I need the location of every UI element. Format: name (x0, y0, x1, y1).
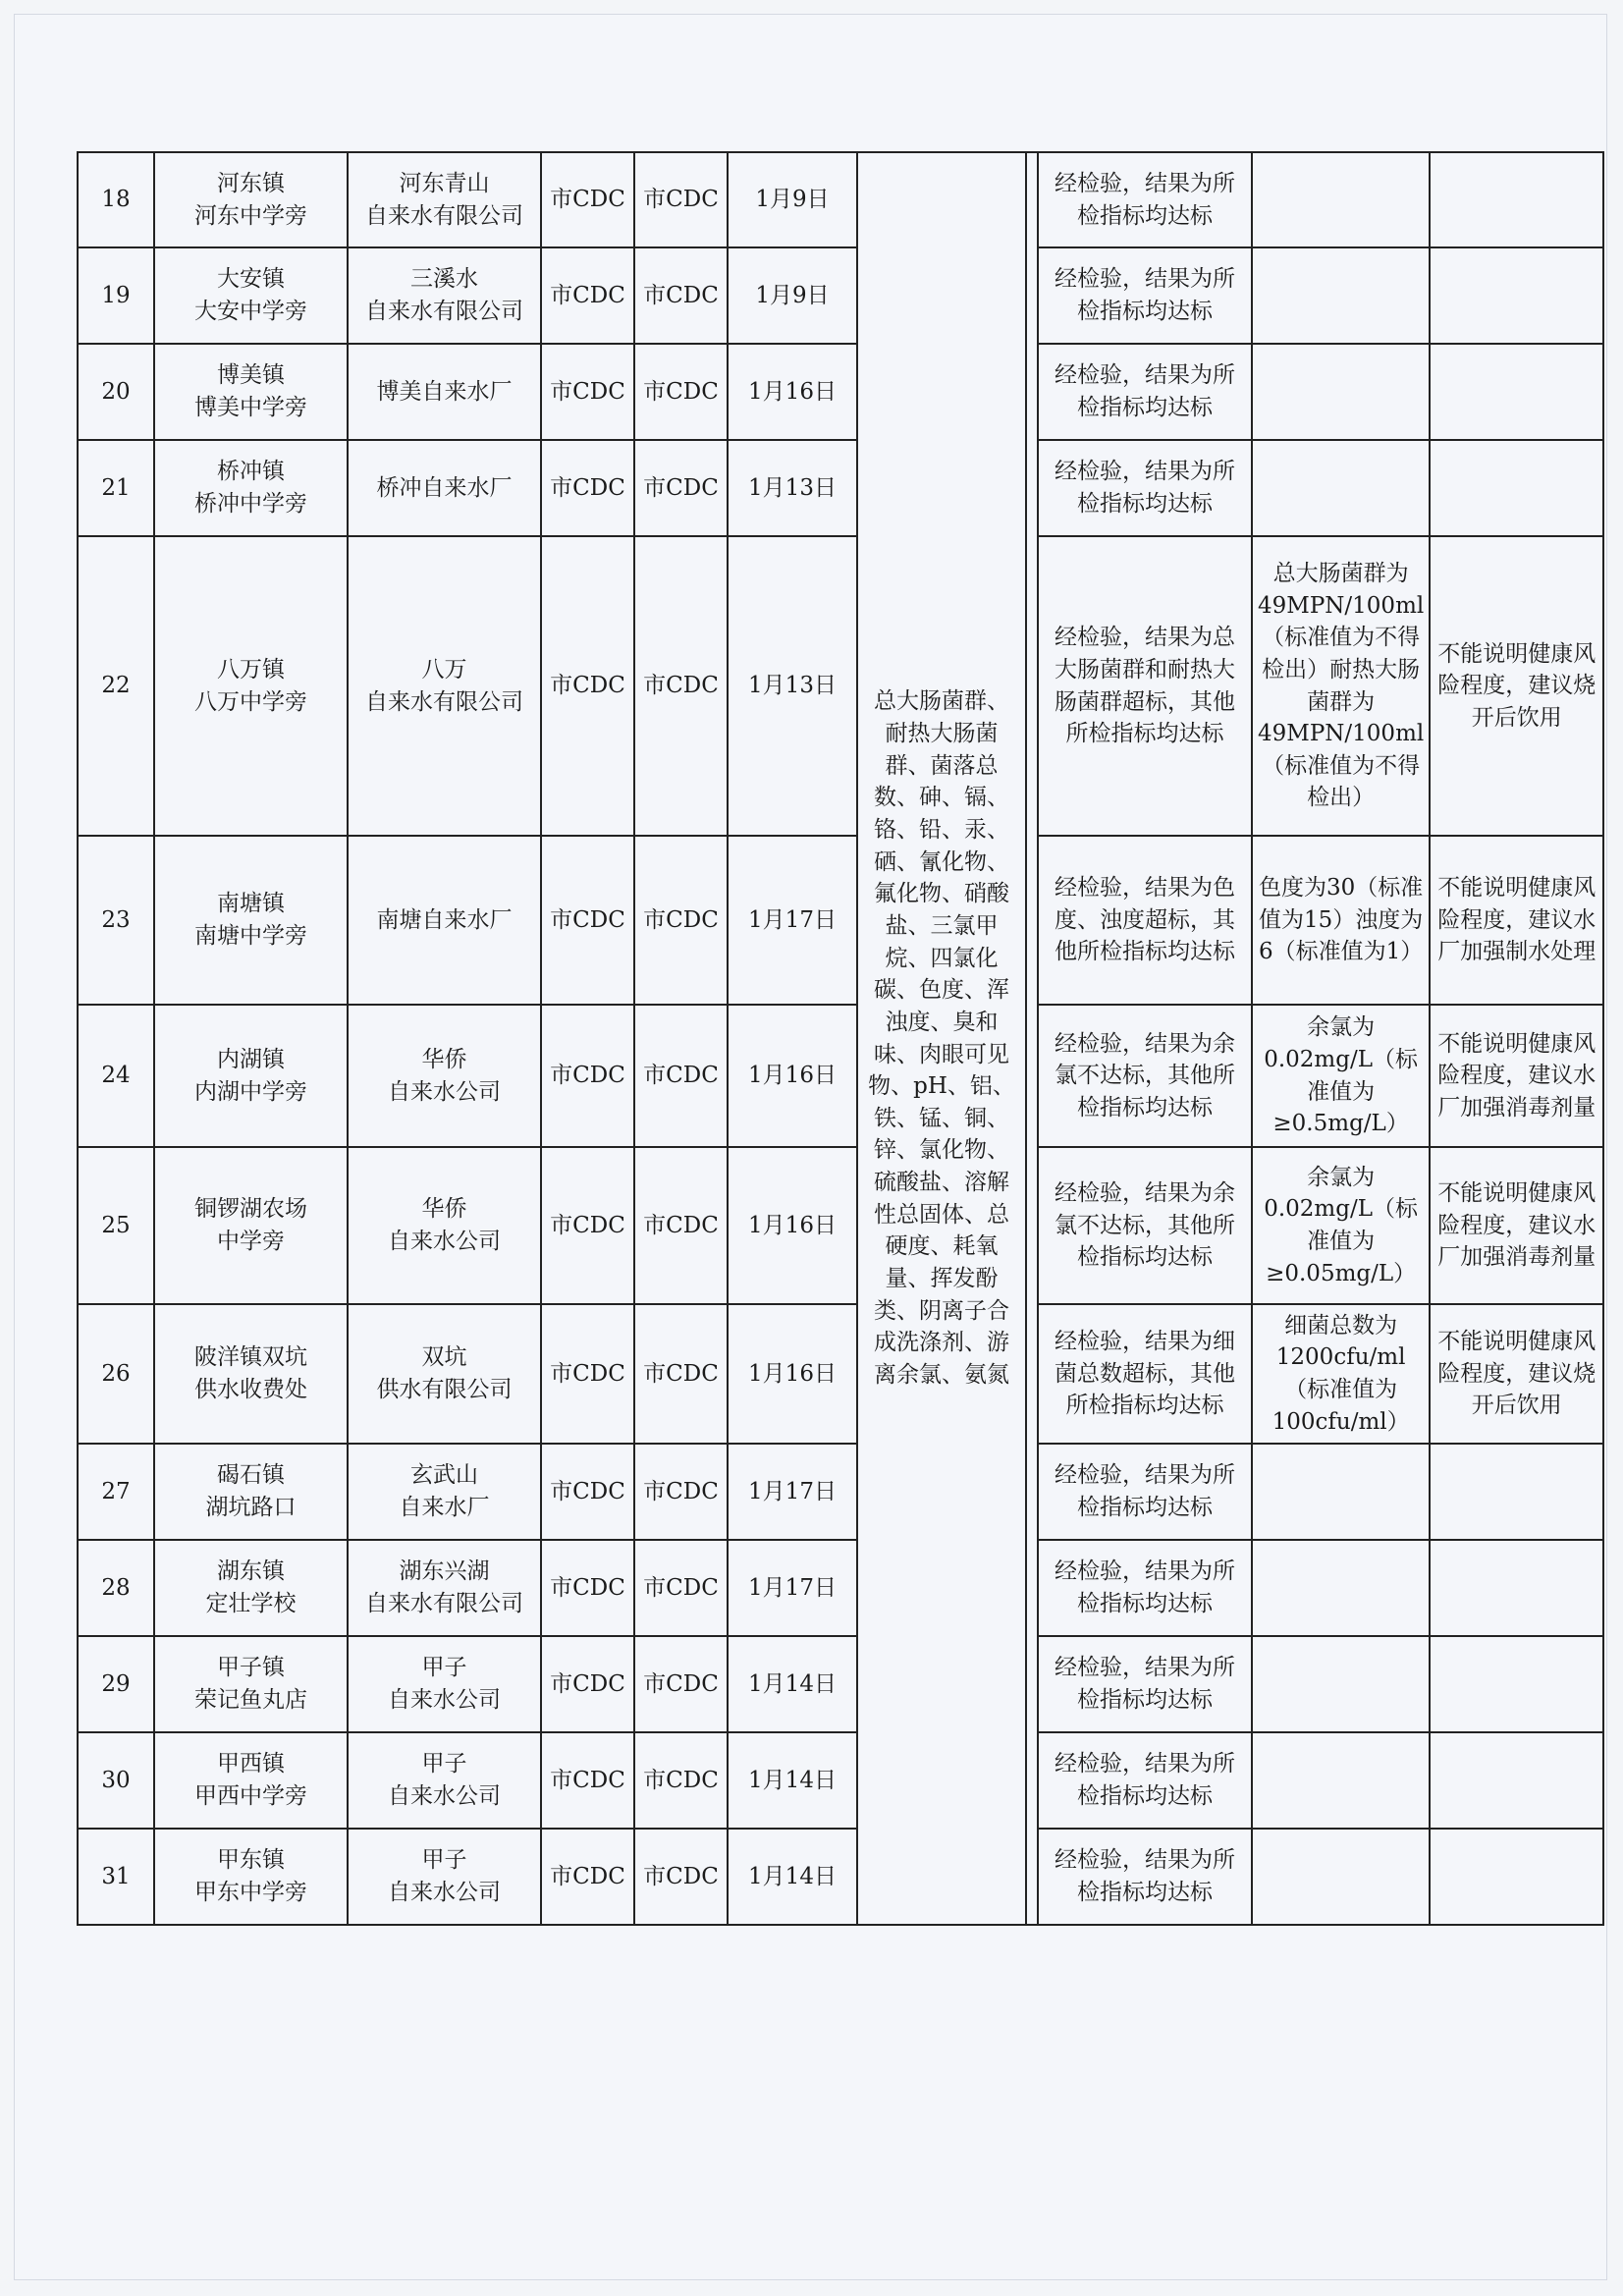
sampling-location (154, 344, 348, 440)
health-advice: 不能说明健康风险程度，建议水厂加强消毒剂量 (1430, 1005, 1603, 1147)
testing-unit: 市CDC (634, 1304, 728, 1444)
testing-unit: 市CDC (634, 1444, 728, 1540)
water-supplier-line: 华侨 (421, 1046, 467, 1072)
exceeding-indicator (1252, 440, 1430, 536)
sampling-date: 1月16日 (728, 1005, 857, 1147)
sampling-unit: 市CDC (541, 1005, 634, 1147)
sampling-location-line: 大安中学旁 (194, 299, 307, 324)
sampling-location-line: 博美镇 (217, 362, 285, 389)
health-advice (1430, 1540, 1603, 1636)
water-supplier-line: 华侨 (421, 1196, 467, 1223)
row-number: 25 (78, 1147, 154, 1304)
health-advice (1430, 344, 1603, 440)
water-supplier-line: 桥冲自来水厂 (376, 474, 513, 501)
testing-unit: 市CDC (634, 536, 728, 836)
row-number: 20 (78, 344, 154, 440)
test-conclusion: 经检验，结果为细菌总数超标，其他所检指标均达标 (1038, 1304, 1252, 1444)
sampling-location-line: 南塘中学旁 (194, 923, 307, 949)
sampling-location-line: 河东镇 (217, 170, 285, 196)
sampling-unit: 市CDC (541, 536, 634, 836)
test-conclusion: 经检验，结果为所检指标均达标 (1038, 344, 1252, 440)
water-supplier (348, 1636, 541, 1732)
row-number: 31 (78, 1829, 154, 1925)
water-supplier-line: 玄武山 (410, 1462, 478, 1489)
water-supplier-line: 湖东兴湖 (399, 1558, 490, 1585)
document-page (14, 14, 1607, 2280)
sampling-date: 1月17日 (728, 1540, 857, 1636)
sampling-date: 1月9日 (728, 152, 857, 247)
table-row (78, 1304, 1603, 1444)
water-supplier-line: 自来水公司 (388, 1078, 501, 1105)
test-conclusion: 经检验，结果为所检指标均达标 (1038, 1829, 1252, 1925)
sampling-date: 1月14日 (728, 1829, 857, 1925)
water-supplier (348, 1147, 541, 1304)
water-supplier (348, 1829, 541, 1925)
water-supplier-line: 三溪水 (410, 266, 478, 293)
sampling-unit: 市CDC (541, 344, 634, 440)
sampling-location (154, 1540, 348, 1636)
water-supplier-line: 自来水公司 (388, 1687, 501, 1713)
water-supplier (348, 536, 541, 836)
table-row (78, 1444, 1603, 1540)
sampling-location-line: 甲东镇 (217, 1847, 285, 1874)
sampling-date: 1月17日 (728, 836, 857, 1005)
sampling-date: 1月14日 (728, 1732, 857, 1829)
exceeding-indicator: 总大肠菌群为49MPN/100ml（标准值为不得检出）耐热大肠菌群为49MPN/100ml（标准值为不得检出） (1252, 536, 1430, 836)
sampling-date: 1月16日 (728, 1147, 857, 1304)
row-number: 24 (78, 1005, 154, 1147)
exceeding-indicator (1252, 344, 1430, 440)
sampling-date: 1月16日 (728, 344, 857, 440)
sampling-location (154, 152, 348, 247)
exceeding-indicator: 细菌总数为1200cfu/ml（标准值为100cfu/ml） (1252, 1304, 1430, 1444)
table-row (78, 247, 1603, 344)
sampling-date: 1月16日 (728, 1304, 857, 1444)
row-number: 30 (78, 1732, 154, 1829)
sampling-location-line: 八万中学旁 (194, 688, 307, 715)
health-advice: 不能说明健康风险程度，建议烧开后饮用 (1430, 1304, 1603, 1444)
test-conclusion: 经检验，结果为总大肠菌群和耐热大肠菌群超标，其他所检指标均达标 (1038, 536, 1252, 836)
water-supplier-line: 自来水公司 (388, 1880, 501, 1905)
table-body (78, 152, 1603, 1925)
water-supplier-line: 自来水有限公司 (365, 1591, 523, 1616)
table-row (78, 1540, 1603, 1636)
exceeding-indicator (1252, 1829, 1430, 1925)
water-supplier (348, 1005, 541, 1147)
water-supplier-line: 自来水有限公司 (365, 299, 523, 324)
sampling-date: 1月17日 (728, 1444, 857, 1540)
water-supplier-line: 八万 (421, 656, 467, 683)
sampling-location-line: 湖坑路口 (205, 1495, 297, 1520)
test-conclusion: 经检验，结果为所检指标均达标 (1038, 1444, 1252, 1540)
sampling-unit: 市CDC (541, 1304, 634, 1444)
testing-unit: 市CDC (634, 1829, 728, 1925)
sampling-unit: 市CDC (541, 1636, 634, 1732)
sampling-date: 1月13日 (728, 536, 857, 836)
sampling-location (154, 536, 348, 836)
sampling-unit: 市CDC (541, 1444, 634, 1540)
sampling-date: 1月9日 (728, 247, 857, 344)
sampling-location-line: 碣石镇 (217, 1462, 285, 1489)
sampling-location-line: 甲子镇 (217, 1655, 285, 1681)
table-row (78, 344, 1603, 440)
testing-unit: 市CDC (634, 344, 728, 440)
table-row (78, 1147, 1603, 1304)
sampling-unit: 市CDC (541, 247, 634, 344)
sampling-location-line: 中学旁 (217, 1229, 285, 1254)
sampling-date: 1月14日 (728, 1636, 857, 1732)
water-supplier-line: 双坑 (421, 1344, 467, 1371)
water-supplier (348, 440, 541, 536)
sampling-location-line: 桥冲中学旁 (194, 491, 307, 517)
testing-unit: 市CDC (634, 1732, 728, 1829)
sampling-location-line: 甲西中学旁 (194, 1783, 307, 1809)
test-conclusion: 经检验，结果为所检指标均达标 (1038, 152, 1252, 247)
health-advice (1430, 152, 1603, 247)
sampling-location (154, 1444, 348, 1540)
water-supplier (348, 247, 541, 344)
sampling-location (154, 1005, 348, 1147)
exceeding-indicator: 余氯为0.02mg/L（标准值为≥0.05mg/L） (1252, 1147, 1430, 1304)
testing-unit: 市CDC (634, 247, 728, 344)
table-row (78, 1005, 1603, 1147)
row-number: 23 (78, 836, 154, 1005)
sampling-location (154, 1636, 348, 1732)
test-conclusion: 经检验，结果为所检指标均达标 (1038, 1732, 1252, 1829)
water-supplier-line: 自来水有限公司 (365, 202, 523, 229)
health-advice (1430, 1636, 1603, 1732)
exceeding-indicator (1252, 1732, 1430, 1829)
health-advice: 不能说明健康风险程度，建议水厂加强制水处理 (1430, 836, 1603, 1005)
water-supplier-line: 河东青山 (399, 170, 490, 196)
sampling-date: 1月13日 (728, 440, 857, 536)
water-supplier (348, 344, 541, 440)
health-advice: 不能说明健康风险程度，建议水厂加强消毒剂量 (1430, 1147, 1603, 1304)
exceeding-indicator (1252, 1636, 1430, 1732)
sampling-location-line: 河东中学旁 (194, 202, 307, 229)
sampling-location-line: 甲西镇 (217, 1751, 285, 1777)
test-conclusion: 经检验，结果为余氯不达标，其他所检指标均达标 (1038, 1147, 1252, 1304)
sampling-location-line: 铜锣湖农场 (194, 1196, 307, 1223)
water-supplier (348, 1444, 541, 1540)
row-number: 27 (78, 1444, 154, 1540)
sampling-location (154, 1829, 348, 1925)
exceeding-indicator (1252, 152, 1430, 247)
sampling-unit: 市CDC (541, 440, 634, 536)
test-conclusion: 经检验，结果为色度、浊度超标，其他所检指标均达标 (1038, 836, 1252, 1005)
row-number: 18 (78, 152, 154, 247)
sampling-location (154, 836, 348, 1005)
testing-unit: 市CDC (634, 1636, 728, 1732)
exceeding-indicator (1252, 1540, 1430, 1636)
health-advice (1430, 1444, 1603, 1540)
testing-unit: 市CDC (634, 440, 728, 536)
exceeding-indicator (1252, 1444, 1430, 1540)
row-number: 19 (78, 247, 154, 344)
health-advice (1430, 1732, 1603, 1829)
sampling-location-line: 荣记鱼丸店 (194, 1687, 307, 1713)
water-supplier-line: 自来水厂 (399, 1495, 490, 1520)
water-supplier (348, 1540, 541, 1636)
water-quality-table (77, 151, 1604, 1926)
row-number: 22 (78, 536, 154, 836)
sampling-location-line: 定壮学校 (205, 1591, 297, 1616)
table-row (78, 152, 1603, 247)
water-supplier (348, 836, 541, 1005)
exceeding-indicator: 余氯为0.02mg/L（标准值为≥0.5mg/L） (1252, 1005, 1430, 1147)
sampling-location-line: 供水收费处 (194, 1377, 307, 1402)
test-conclusion: 经检验，结果为所检指标均达标 (1038, 1540, 1252, 1636)
table-row (78, 1829, 1603, 1925)
table-row (78, 1732, 1603, 1829)
water-supplier-line: 自来水公司 (388, 1229, 501, 1254)
table-row (78, 536, 1603, 836)
water-supplier (348, 1732, 541, 1829)
test-conclusion: 经检验，结果为所检指标均达标 (1038, 1636, 1252, 1732)
sampling-location (154, 1304, 348, 1444)
row-number: 26 (78, 1304, 154, 1444)
sampling-unit: 市CDC (541, 836, 634, 1005)
sampling-location-line: 南塘镇 (217, 891, 285, 917)
row-number: 29 (78, 1636, 154, 1732)
water-supplier (348, 1304, 541, 1444)
sampling-location-line: 大安镇 (217, 266, 285, 293)
testing-unit: 市CDC (634, 836, 728, 1005)
testing-unit: 市CDC (634, 1147, 728, 1304)
row-number: 28 (78, 1540, 154, 1636)
sampling-location-line: 博美中学旁 (194, 395, 307, 420)
column-gap (1026, 152, 1038, 1925)
test-conclusion: 经检验，结果为余氯不达标，其他所检指标均达标 (1038, 1005, 1252, 1147)
health-advice (1430, 440, 1603, 536)
water-supplier-line: 自来水公司 (388, 1783, 501, 1809)
detection-items: 总大肠菌群、耐热大肠菌群、菌落总数、砷、镉、铬、铅、汞、硒、氰化物、氟化物、硝酸盐、三氯甲烷、四氯化碳、色度、浑浊度、臭和味、肉眼可见物、pH、铝、铁、锰、铜、锌、氯化物、硫酸盐、溶解性总固体、总硬度、耗氧量、挥发酚类、阴离子合成洗涤剂、游离余氯、氨氮 (857, 152, 1026, 1925)
water-supplier-line: 甲子 (421, 1751, 467, 1777)
testing-unit: 市CDC (634, 1540, 728, 1636)
sampling-unit: 市CDC (541, 1829, 634, 1925)
sampling-unit: 市CDC (541, 152, 634, 247)
testing-unit: 市CDC (634, 1005, 728, 1147)
sampling-location (154, 247, 348, 344)
sampling-location (154, 1732, 348, 1829)
water-supplier-line: 甲子 (421, 1655, 467, 1681)
water-supplier-line: 供水有限公司 (376, 1377, 513, 1402)
water-supplier-line: 甲子 (421, 1847, 467, 1874)
sampling-location-line: 甲东中学旁 (194, 1880, 307, 1905)
water-supplier-line: 自来水有限公司 (365, 688, 523, 715)
sampling-location-line: 内湖中学旁 (194, 1078, 307, 1105)
sampling-unit: 市CDC (541, 1147, 634, 1304)
test-conclusion: 经检验，结果为所检指标均达标 (1038, 440, 1252, 536)
health-advice: 不能说明健康风险程度，建议烧开后饮用 (1430, 536, 1603, 836)
table-row (78, 836, 1603, 1005)
water-supplier-line: 南塘自来水厂 (376, 906, 513, 933)
exceeding-indicator (1252, 247, 1430, 344)
sampling-location (154, 1147, 348, 1304)
health-advice (1430, 247, 1603, 344)
sampling-unit: 市CDC (541, 1732, 634, 1829)
table-row (78, 1636, 1603, 1732)
exceeding-indicator: 色度为30（标准值为15）浊度为6（标准值为1） (1252, 836, 1430, 1005)
sampling-location-line: 八万镇 (217, 656, 285, 683)
sampling-location-line: 陂洋镇双坑 (194, 1344, 307, 1371)
row-number: 21 (78, 440, 154, 536)
sampling-unit: 市CDC (541, 1540, 634, 1636)
sampling-location-line: 湖东镇 (217, 1558, 285, 1585)
water-supplier (348, 152, 541, 247)
sampling-location (154, 440, 348, 536)
table-row (78, 440, 1603, 536)
water-supplier-line: 博美自来水厂 (376, 378, 513, 405)
sampling-location-line: 桥冲镇 (217, 459, 285, 485)
health-advice (1430, 1829, 1603, 1925)
test-conclusion: 经检验，结果为所检指标均达标 (1038, 247, 1252, 344)
sampling-location-line: 内湖镇 (217, 1046, 285, 1072)
testing-unit: 市CDC (634, 152, 728, 247)
